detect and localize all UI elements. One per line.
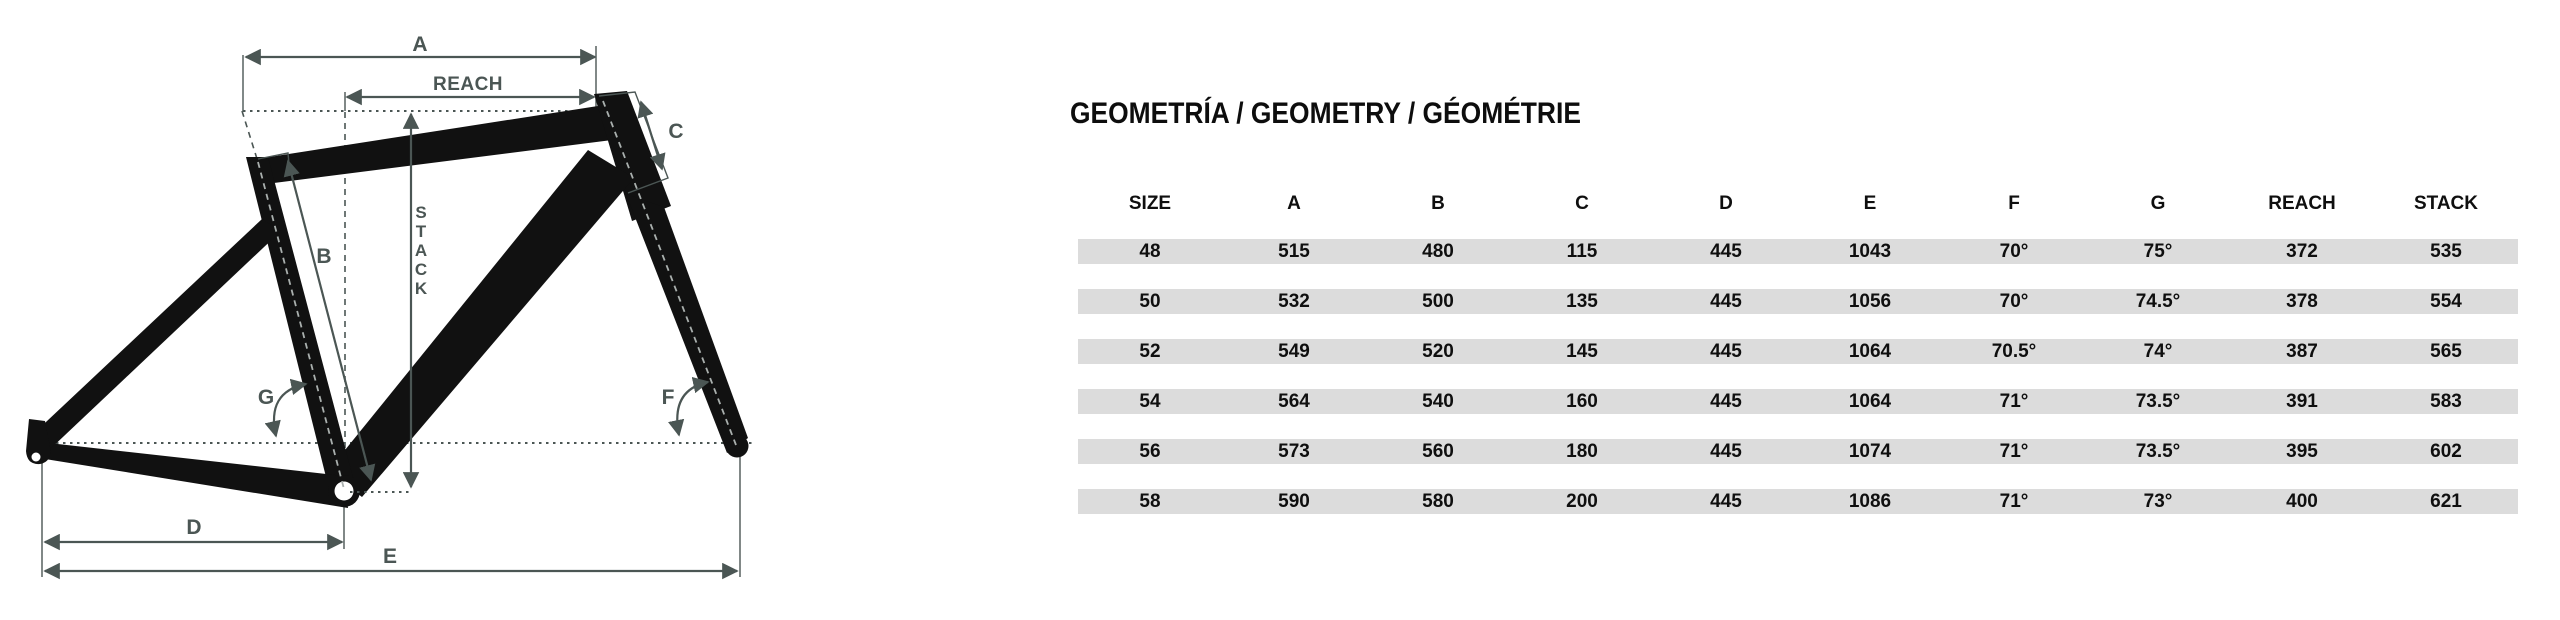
table-cell: 1086	[1848, 491, 1892, 512]
table-cell: 445	[1710, 291, 1742, 312]
table-cell: 400	[2286, 491, 2318, 512]
table-cell: 520	[1422, 341, 1454, 362]
reference-lines	[28, 46, 753, 577]
table-cell: 515	[1278, 241, 1310, 262]
table-cell: 1056	[1848, 291, 1892, 312]
table-cell: 70°	[1999, 241, 2029, 262]
f-dim-label: F	[661, 386, 675, 409]
table-cell: 554	[2430, 291, 2462, 312]
table-row	[1078, 289, 2518, 314]
table-cell: 621	[2430, 491, 2462, 512]
d-dim-label: D	[186, 516, 202, 539]
down-tube	[328, 150, 634, 497]
table-cell: 549	[1278, 341, 1310, 362]
table-cell: 200	[1566, 491, 1598, 512]
column-header: SIZE	[1128, 193, 1172, 214]
column-header: D	[1719, 193, 1733, 214]
seat-axis-extension	[242, 111, 258, 162]
chain-stay	[31, 441, 348, 508]
table-cell: 180	[1566, 441, 1598, 462]
reach-dim-label: REACH	[432, 74, 504, 95]
table-cell: 58	[1139, 491, 1161, 512]
table-cell: 54	[1139, 391, 1161, 412]
table-row	[1078, 339, 2518, 364]
table-cell: 445	[1710, 391, 1742, 412]
table-cell: 573	[1278, 441, 1310, 462]
table-cell: 535	[2430, 241, 2462, 262]
top-tube	[250, 106, 612, 184]
table-cell: 56	[1139, 441, 1161, 462]
column-header: E	[1863, 193, 1877, 214]
table-cell: 75°	[2143, 241, 2173, 262]
frame-geometry-svg	[0, 0, 810, 620]
table-cell: 445	[1710, 241, 1742, 262]
bike-frame	[26, 91, 749, 508]
table-cell: 395	[2286, 441, 2318, 462]
table-cell: 73.5°	[2135, 391, 2181, 412]
column-header: STACK	[2413, 193, 2479, 214]
table-cell: 70.5°	[1991, 341, 2037, 362]
table-cell: 445	[1710, 491, 1742, 512]
geometry-table	[1078, 193, 2518, 514]
table-cell: 115	[1566, 241, 1598, 262]
column-header: A	[1287, 193, 1301, 214]
geometry-title: GEOMETRÍA / GEOMETRY / GÉOMÉTRIE	[1070, 97, 1581, 130]
c-dim-label: C	[668, 120, 684, 143]
table-cell: 565	[2430, 341, 2462, 362]
table-cell: 583	[2430, 391, 2462, 412]
table-cell: 1064	[1848, 341, 1892, 362]
table-cell: 74°	[2143, 341, 2173, 362]
table-body	[1078, 239, 2518, 514]
table-cell: 1074	[1848, 441, 1892, 462]
table-cell: 74.5°	[2135, 291, 2181, 312]
table-cell: 445	[1710, 441, 1742, 462]
table-cell: 160	[1566, 391, 1598, 412]
table-cell: 540	[1422, 391, 1454, 412]
table-cell: 387	[2286, 341, 2318, 362]
fork-blade	[626, 194, 748, 453]
column-header: B	[1431, 193, 1445, 214]
table-row	[1078, 239, 2518, 264]
table-cell: 73.5°	[2135, 441, 2181, 462]
table-cell: 372	[2286, 241, 2318, 262]
table-cell: 70°	[1999, 291, 2029, 312]
stack-dim-label: S T A C K	[414, 203, 428, 298]
table-cell: 135	[1566, 291, 1598, 312]
table-cell: 71°	[1999, 391, 2029, 412]
dim-g-angle-arc	[274, 384, 306, 436]
table-cell: 480	[1422, 241, 1454, 262]
geometry-table-panel	[1070, 0, 2518, 539]
table-row	[1078, 389, 2518, 414]
table-cell: 1064	[1848, 391, 1892, 412]
column-header: REACH	[2268, 193, 2336, 214]
table-row	[1078, 439, 2518, 464]
g-dim-label: G	[257, 386, 275, 409]
table-cell: 71°	[1999, 491, 2029, 512]
e-dim-label: E	[382, 545, 398, 568]
b-dim-label: B	[316, 245, 332, 268]
table-cell: 50	[1139, 291, 1161, 312]
frame-geometry-diagram	[0, 0, 810, 620]
table-cell: 602	[2430, 441, 2462, 462]
table-cell: 48	[1139, 241, 1161, 262]
front-dropout	[726, 435, 749, 458]
table-cell: 500	[1422, 291, 1454, 312]
table-cell: 1043	[1848, 241, 1892, 262]
a-dim-label: A	[412, 33, 428, 56]
rear-dropout-hole	[32, 453, 41, 462]
column-header: F	[2008, 193, 2020, 214]
column-header: G	[2150, 193, 2166, 214]
table-cell: 391	[2286, 391, 2318, 412]
table-cell: 73°	[2143, 491, 2173, 512]
table-cell: 532	[1278, 291, 1310, 312]
table-header-row	[1078, 193, 2518, 215]
table-cell: 580	[1422, 491, 1454, 512]
table-row	[1078, 489, 2518, 514]
column-header: C	[1575, 193, 1589, 214]
table-cell: 378	[2286, 291, 2318, 312]
table-cell: 560	[1422, 441, 1454, 462]
table-cell: 445	[1710, 341, 1742, 362]
table-cell: 145	[1566, 341, 1598, 362]
table-cell: 52	[1139, 341, 1161, 362]
table-cell: 590	[1278, 491, 1310, 512]
table-cell: 564	[1278, 391, 1310, 412]
table-cell: 71°	[1999, 441, 2029, 462]
seat-stay	[30, 219, 281, 453]
